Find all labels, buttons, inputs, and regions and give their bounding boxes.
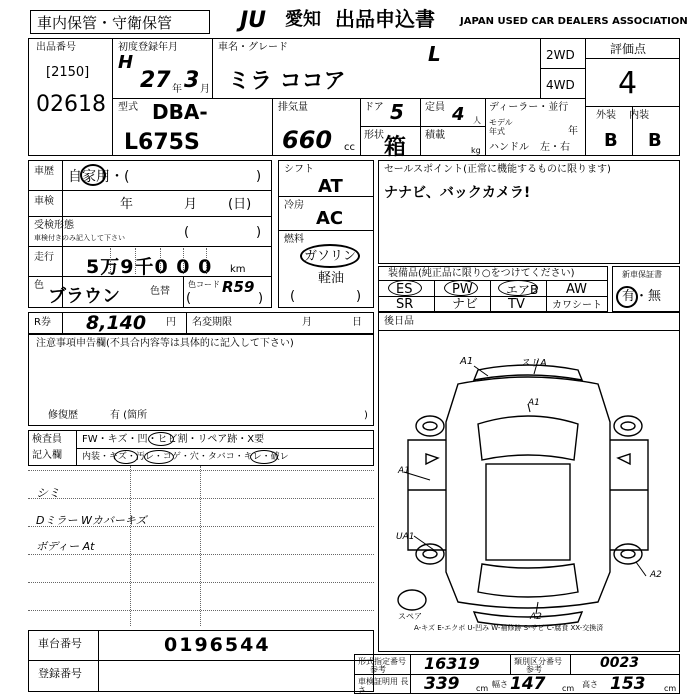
handwritten-note-2: Dミラー Wカバーキズ: [36, 514, 147, 527]
equip-item-4: SR: [396, 297, 414, 312]
rating-value: 4: [618, 66, 638, 101]
warranty-circle: [616, 286, 638, 308]
history-label: 車歴: [34, 166, 54, 177]
model-grade: L: [428, 42, 441, 66]
history-value: 自家用・(: [68, 169, 130, 185]
cooling-label: 冷房: [284, 200, 304, 211]
ju-logo: [240, 8, 280, 34]
spec-type-value: 16319: [424, 654, 480, 673]
registration-year-unit: 年: [172, 84, 182, 95]
equip-item-7: カワシート: [552, 300, 602, 311]
lot-number: 02618: [36, 92, 106, 117]
rating-interior: B: [648, 130, 662, 151]
recycle-value: 8,140: [86, 312, 147, 334]
registration-month: 3: [184, 68, 200, 93]
registration-era: H: [118, 52, 134, 73]
handle-options: 左・右: [540, 142, 570, 153]
mileage-label: 走行: [34, 252, 54, 263]
warranty-options: 有・無: [622, 289, 662, 304]
equip-item-5: ナビ: [452, 297, 479, 312]
chassis-value: 0196544: [164, 634, 271, 656]
shape-value: 箱: [384, 135, 407, 160]
cooling-value: AC: [316, 208, 344, 229]
inspector-circle-1: [148, 432, 174, 446]
storage-label: 車内保管・守衛保管: [37, 14, 173, 32]
spec-length-unit: cm: [476, 684, 489, 693]
spec-class-value: 0023: [600, 655, 639, 671]
drive-2wd: 2WD: [546, 48, 575, 62]
lot-label: 出品番号: [36, 42, 76, 53]
spec-class-label: 類別区分番号: [514, 657, 562, 666]
spec-height-label: 高さ: [582, 680, 598, 689]
equip-item-0: ES: [396, 282, 413, 297]
diagram-mark-1: A1: [460, 356, 474, 367]
shift-value: AT: [318, 176, 343, 197]
spec-type-label: 形式指定番号: [358, 657, 406, 666]
spec-height-value: 153: [610, 674, 646, 694]
form-title: 出品申込書: [335, 7, 435, 31]
sales-point-block: [378, 160, 680, 264]
seats-label: 定員: [425, 102, 445, 113]
color-code-value: R59: [222, 278, 255, 296]
inspector-label-1: 検査員: [32, 434, 62, 445]
repair-label: 修復歴: [48, 410, 78, 421]
damage-legend: A-キズ E-エクボ U-凹み W-補修跡 S-サビ C-腐食 XX-交換済: [414, 624, 604, 632]
spec-width-label: 幅さ: [492, 680, 508, 689]
rating-exterior: B: [604, 130, 618, 151]
inspector-row-1: FW・キズ・凹・ヒビ割・リペア跡・X要: [82, 434, 265, 445]
fuel-value-2: 軽油: [318, 271, 345, 286]
inspection-label: 車検: [34, 196, 54, 207]
reg-number-label: 登録番号: [38, 667, 82, 680]
acceptance-close: ): [256, 225, 262, 240]
model-label: 車名・グレード: [218, 42, 288, 53]
storage-label-box: [30, 10, 210, 34]
displacement-value: 660: [282, 126, 333, 154]
displacement-label: 排気量: [278, 102, 308, 113]
color-code-close: ): [258, 291, 264, 306]
type-value-2: L675S: [124, 130, 200, 155]
seats-value: 4: [452, 104, 465, 125]
equipment-label: 装備品(純正品に限り○をつけてください): [388, 268, 575, 279]
spare-label: スペア: [398, 612, 422, 621]
equip-item-2: エアB: [506, 283, 539, 297]
equip-circle-pw: [444, 280, 478, 296]
mileage-unit: km: [230, 264, 246, 275]
spec-length-value: 339: [424, 674, 460, 694]
mileage-value: 5万9千0 0 0: [86, 256, 213, 278]
notes-label: 注意事項申告欄(不具合内容等は具体的に記入して下さい): [36, 338, 294, 349]
history-close: ): [256, 169, 262, 184]
diagram-mark-2: スリA: [520, 358, 547, 369]
shape-label: 形状: [364, 130, 384, 141]
chassis-label: 車台番号: [38, 637, 82, 650]
handwritten-note-1: シミ: [36, 486, 61, 500]
recycle-unit: 円: [166, 317, 176, 328]
postscript-label: 後日品: [384, 316, 414, 327]
spec-length-label: 車検証明用 長さ: [358, 677, 409, 695]
dealer-label: ディーラー・並行: [489, 102, 569, 113]
spec-type-ref: 参考: [370, 665, 386, 674]
inspection-day-unit: (日): [228, 197, 252, 212]
color-code-label: 色コード: [188, 280, 220, 289]
name-change-day: 日: [352, 317, 362, 328]
rating-label: 評価点: [610, 42, 647, 56]
spec-width-value: 147: [510, 674, 546, 694]
diagram-mark-7: A2: [530, 612, 542, 622]
repair-value: 有 (箇所: [110, 410, 148, 421]
sales-point-text: ナナビ、バックカメラ!: [384, 185, 531, 201]
lot-bracket: [2150]: [46, 65, 90, 80]
acceptance-label: 受検形態: [34, 220, 74, 231]
diagram-mark-4: A1: [398, 466, 410, 476]
fuel-label: 燃料: [284, 234, 304, 245]
sales-point-label: セールスポイント(正常に機能するものに限ります): [384, 164, 611, 175]
doors-value: 5: [390, 100, 404, 124]
color-value: ブラウン: [48, 286, 120, 307]
spec-height-unit: cm: [664, 684, 677, 693]
registration-year: 27: [140, 68, 171, 93]
spec-width-unit: cm: [562, 684, 575, 693]
association-name: JAPAN USED CAR DEALERS ASSOCIATION: [460, 16, 688, 27]
type-label: 型式: [118, 102, 138, 113]
acceptance-note: 車検付きのみ記入して下さい: [34, 234, 125, 242]
equip-item-6: TV: [508, 297, 525, 312]
spec-class-ref: 参考: [526, 665, 542, 674]
load-label: 積載: [425, 130, 445, 141]
equip-item-3: AW: [566, 282, 588, 297]
logo-text: JU: [240, 8, 267, 33]
doors-label: ドア: [364, 102, 384, 113]
equip-item-1: PW: [452, 282, 473, 297]
color-code-open: (: [186, 291, 192, 306]
inspector-row-2: 内装・キズ・汚レ・コゲ・穴・タバコ・キレ・破レ: [82, 452, 289, 462]
inspector-circle-3: [144, 450, 174, 464]
diagram-mark-5: UA1: [396, 532, 415, 542]
org-name: 愛知: [285, 9, 321, 30]
name-change-label: 名変期限: [192, 317, 232, 328]
color-change-label: 色替: [150, 286, 170, 297]
model-name: ミラ ココア: [228, 69, 346, 94]
name-change-month: 月: [302, 317, 312, 328]
type-value-1: DBA-: [152, 100, 208, 124]
fuel-circle: [300, 244, 360, 268]
fuel-value-1: ガソリン: [304, 249, 357, 264]
displacement-unit: cc: [344, 142, 355, 153]
handle-label: ハンドル: [489, 142, 529, 153]
recycle-label: R券: [34, 317, 51, 328]
drive-4wd: 4WD: [546, 78, 575, 92]
fuel-close: ): [356, 289, 362, 304]
color-label: 色: [34, 280, 44, 291]
equip-circle-es: [388, 280, 422, 296]
load-unit: kg: [471, 146, 481, 155]
inspector-circle-2: [114, 450, 138, 464]
warranty-label: 新車保証書: [622, 270, 662, 279]
handwritten-note-3: ボディー At: [36, 540, 95, 553]
inspection-month-unit: 月: [184, 197, 198, 212]
acceptance-open: (: [184, 225, 190, 240]
diagram-mark-3: A1: [528, 398, 540, 408]
shift-label: シフト: [284, 164, 314, 175]
diagram-mark-6: A2: [650, 570, 662, 580]
fuel-open: (: [290, 289, 296, 304]
inspection-year-unit: 年: [120, 197, 134, 212]
registration-month-unit: 月: [200, 84, 210, 95]
history-circle: [80, 164, 106, 186]
inspector-circle-4: [250, 450, 278, 464]
rating-ext-int-label: 外装 内装: [596, 110, 650, 121]
model-year-unit: 年: [568, 126, 578, 137]
inspector-label-2: 記入欄: [32, 450, 62, 461]
model-year-label: モデル 年式: [489, 118, 513, 136]
car-diagram: [378, 340, 680, 630]
registration-label: 初度登録年月: [118, 42, 178, 53]
seats-unit: 人: [473, 116, 481, 125]
equip-circle-airb: [498, 280, 538, 296]
